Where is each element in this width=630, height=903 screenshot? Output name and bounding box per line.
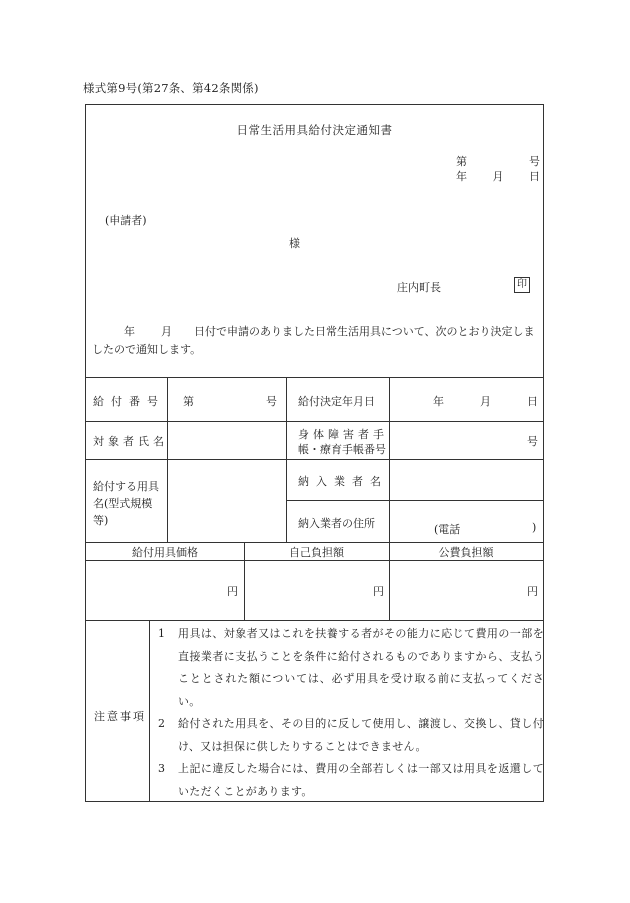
vendor-name-label: 納入業者名 <box>298 475 388 488</box>
seal-mark: 印 <box>514 277 530 293</box>
number-suffix: 号 <box>529 155 540 168</box>
phone-open: (電話 <box>434 523 461 536</box>
intro-text <box>92 323 540 359</box>
grid-line <box>286 377 287 542</box>
note-text: 給付された用具を、その目的に反して使用し、譲渡し、交換し、貸し付け、又は担保に供したりすることはできません。 <box>178 717 544 753</box>
grid-line <box>86 560 543 561</box>
equipment-name-label <box>93 478 159 529</box>
grid-line <box>286 500 543 501</box>
grid-line <box>86 377 543 378</box>
grant-number-suffix: 号 <box>266 395 277 408</box>
form-caption: 様式第9号(第27条、第42条関係) <box>83 81 259 95</box>
notice-date-line <box>456 168 540 184</box>
issuer-name: 庄内町長 <box>397 281 441 294</box>
equipment-label-line1: 給付する用具 <box>93 480 159 493</box>
notes-list <box>152 623 544 803</box>
certificate-suffix: 号 <box>527 435 538 448</box>
header-public-pay: 公費負担額 <box>438 546 494 559</box>
note-number: 3 <box>158 762 165 775</box>
date-month: 月 <box>492 170 504 183</box>
yen-public-pay: 円 <box>527 585 538 598</box>
grid-line <box>86 421 543 422</box>
equipment-label-line2: 名(型式規模 <box>93 497 153 510</box>
header-equipment-price: 給付用具価格 <box>132 546 198 559</box>
grid-line <box>86 542 543 543</box>
decision-month: 月 <box>480 395 491 408</box>
yen-self-pay: 円 <box>373 585 384 598</box>
grant-number-label: 給付番号 <box>93 395 165 408</box>
note-text: 上記に違反した場合には、費用の全部若しくは一部又は用具を返還していただくことがあります。 <box>178 762 544 798</box>
document-title: 日常生活用具給付決定通知書 <box>236 123 393 137</box>
vendor-address-label: 納入業者の住所 <box>298 517 375 530</box>
certificate-label-line2: 帳・療育手帳番号 <box>298 443 386 456</box>
grid-line <box>167 377 168 542</box>
note-item <box>152 623 544 713</box>
applicant-label: (申請者) <box>105 214 147 227</box>
notes-label: 注意事項 <box>94 710 146 723</box>
certificate-label-line1: 身体障害者手 <box>298 428 388 441</box>
note-text: 用具は、対象者又はこれを扶養する者がその能力に応じて費用の一部を直接業者に支払うことを条件に給付されるものでありますから、支払うこととされた額については、必ず用具を受け取る前に支払ってください。 <box>178 627 544 708</box>
phone-close: ) <box>532 521 537 534</box>
equipment-label-line3: 等) <box>93 514 109 527</box>
notice-form <box>85 104 544 802</box>
note-item <box>152 713 544 758</box>
decision-date-label: 給付決定年月日 <box>298 395 375 408</box>
honorific: 様 <box>289 237 300 250</box>
date-day: 日 <box>529 170 540 183</box>
grid-line <box>86 459 543 460</box>
decision-day: 日 <box>527 395 538 408</box>
yen-equipment-price: 円 <box>227 585 238 598</box>
intro-year: 年 <box>124 325 135 338</box>
intro-month: 月 <box>161 325 172 338</box>
note-number: 2 <box>158 717 165 730</box>
header-self-pay: 自己負担額 <box>289 546 344 559</box>
notice-number-line <box>456 153 540 169</box>
intro-rest: 日付で申請のありました日常生活用具について、次のとおり決定しましたので通知します。 <box>92 325 535 356</box>
grid-line <box>149 620 150 801</box>
number-prefix: 第 <box>456 155 467 168</box>
date-year: 年 <box>456 170 467 183</box>
grid-line <box>86 620 543 621</box>
grant-number-prefix: 第 <box>183 395 194 408</box>
grid-line <box>389 377 390 620</box>
decision-year: 年 <box>433 395 444 408</box>
recipient-name-label: 対象者氏名 <box>93 435 168 448</box>
note-number: 1 <box>158 627 165 640</box>
note-item <box>152 758 544 803</box>
